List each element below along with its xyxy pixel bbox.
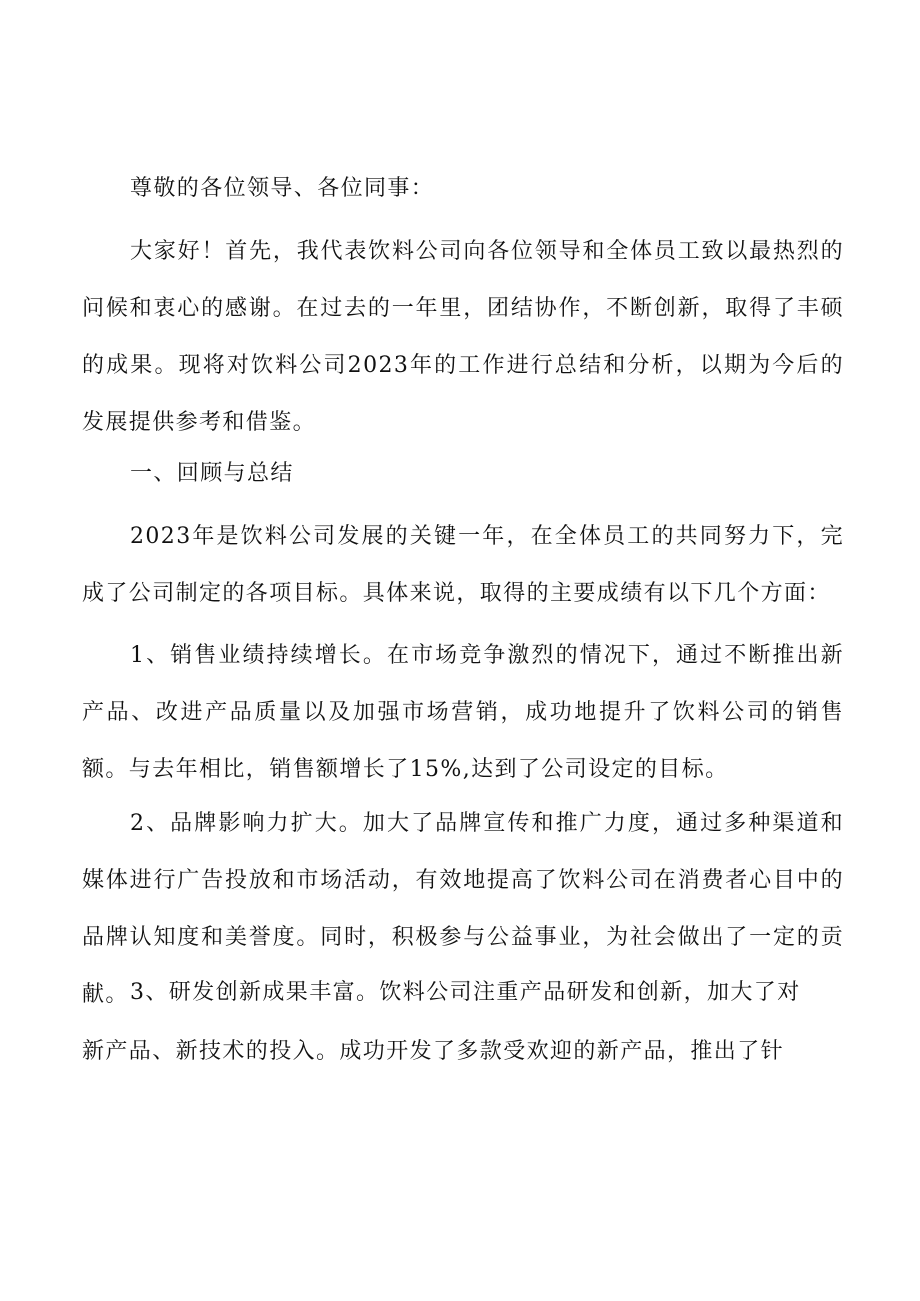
item-rd-line-2: 新产品、新技术的投入。成功开发了多款受欢迎的新产品，推出了针	[82, 1039, 785, 1064]
salutation: 尊敬的各位领导、各位同事：	[130, 176, 435, 201]
section-heading: 一、回顾与总结	[130, 461, 294, 486]
item-rd-line-1: 3、研发创新成果丰富。饮料公司注重产品研发和创新，加大了对	[130, 980, 801, 1005]
overview-paragraph: 2023年是饮料公司发展的关键一年，在全体员工的共同努力下，完成了公司制定的各项目标。具体来说，取得的主要成绩有以下几个方面：	[82, 524, 844, 606]
item-brand-influence: 2、品牌影响力扩大。加大了品牌宣传和推广力度，通过多种渠道和媒体进行广告投放和市场活动，有效地提高了饮料公司在消费者心目中的品牌认知度和美誉度。同时，积极参与公益事业，为社会做出了一定的贡献。	[82, 811, 844, 1007]
intro-paragraph: 大家好！首先，我代表饮料公司向各位领导和全体员工致以最热烈的问候和衷心的感谢。在过去的一年里，团结协作，不断创新，取得了丰硕的成果。现将对饮料公司2023年的工作进行总结和分析，以期为今后的发展提供参考和借鉴。	[82, 239, 844, 435]
item-sales-growth: 1、销售业绩持续增长。在市场竞争激烈的情况下，通过不断推出新产品、改进产品质量以及加强市场营销，成功地提升了饮料公司的销售额。与去年相比，销售额增长了15%,达到了公司设定的目标。	[82, 643, 844, 782]
item-rd-innovation	[82, 963, 844, 1081]
